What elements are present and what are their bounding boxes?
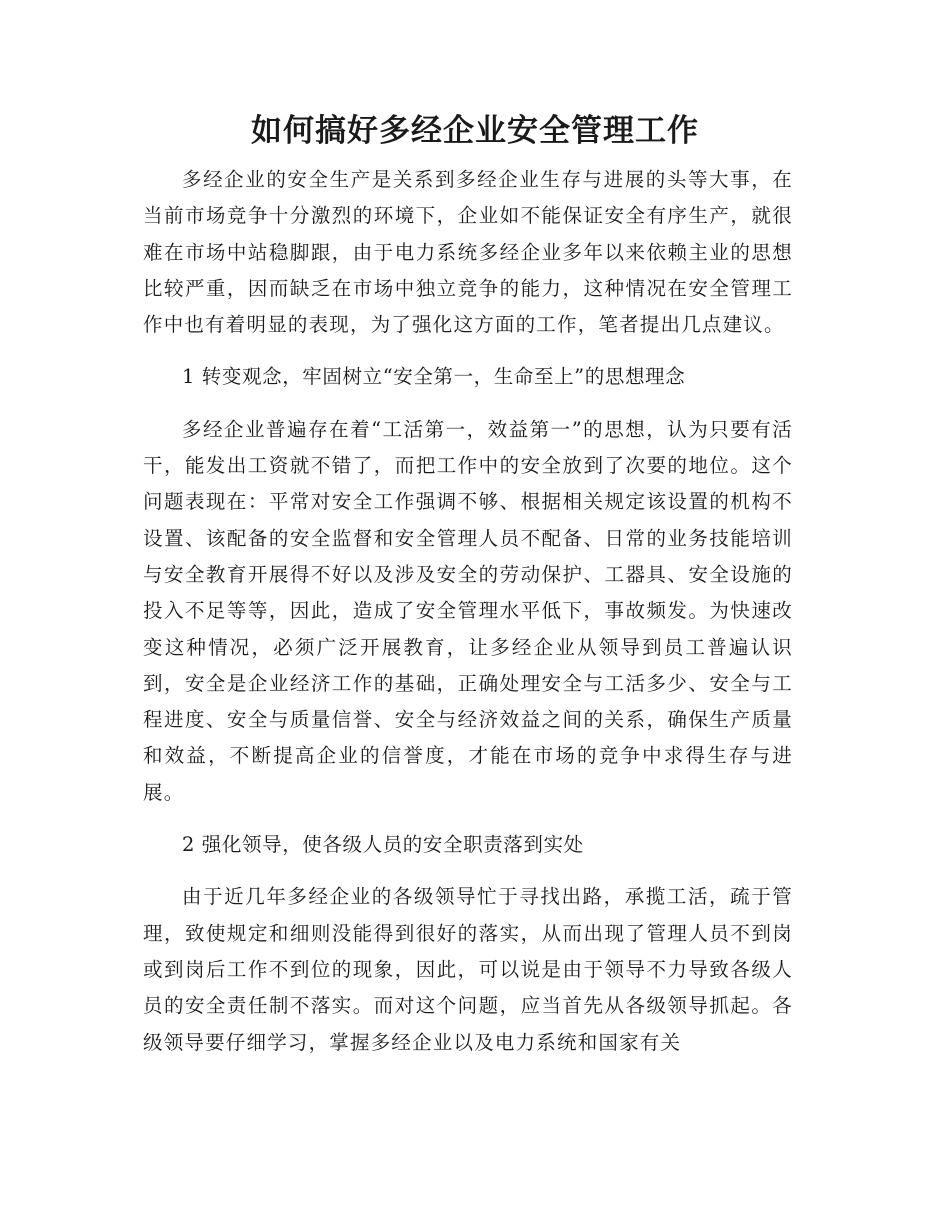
document-title: 如何搞好多经企业安全管理工作 xyxy=(251,113,699,149)
section-heading-1: 1 转变观念，牢固树立“安全第一，生命至上”的思想理念 xyxy=(182,365,686,389)
section-1-paragraph: 多经企业普遍存在着“工活第一，效益第一”的思想，认为只要有活干，能发出工资就不错了，而把工作中的安全放到了次要的地位。这个问题表现在：平常对安全工作强调不够、根据相关规定该设置的机构不设置、该配备的安全监督和安全管理人员不配备、日常的业务技能培训与安全教育开展得不好以及涉及安全的劳动保护、工器具、安全设施的投入不足等等，因此，造成了安全管理水平低下，事故频发。为快速改变这种情况，必须广泛开展教育，让多经企业从领导到员工普遍认识到，安全是企业经济工作的基础，正确处理安全与工活多少、安全与工程进度、安全与质量信誉、安全与经济效益之间的关系，确保生产质量和效益，不断提高企业的信誉度，才能在市场的竞争中求得生存与进展。 xyxy=(143,417,793,804)
section-heading-2: 2 强化领导，使各级人员的安全职责落到实处 xyxy=(182,833,584,857)
document-body xyxy=(143,162,793,1061)
section-2-paragraph: 由于近几年多经企业的各级领导忙于寻找出路，承揽工活，疏于管理，致使规定和细则没能得到很好的落实，从而出现了管理人员不到岗或到岗后工作不到位的现象，因此，可以说是由于领导不力导致各级人员的安全责任制不落实。而对这个问题，应当首先从各级领导抓起。各级领导要仔细学习，掌握多经企业以及电力系统和国家有关 xyxy=(143,885,793,1054)
intro-paragraph: 多经企业的安全生产是关系到多经企业生存与进展的头等大事，在当前市场竞争十分激烈的环境下，企业如不能保证安全有序生产，就很难在市场中站稳脚跟，由于电力系统多经企业多年以来依赖主业的思想比较严重，因而缺乏在市场中独立竞争的能力，这种情况在安全管理工作中也有着明显的表现，为了强化这方面的工作，笔者提出几点建议。 xyxy=(143,168,793,337)
